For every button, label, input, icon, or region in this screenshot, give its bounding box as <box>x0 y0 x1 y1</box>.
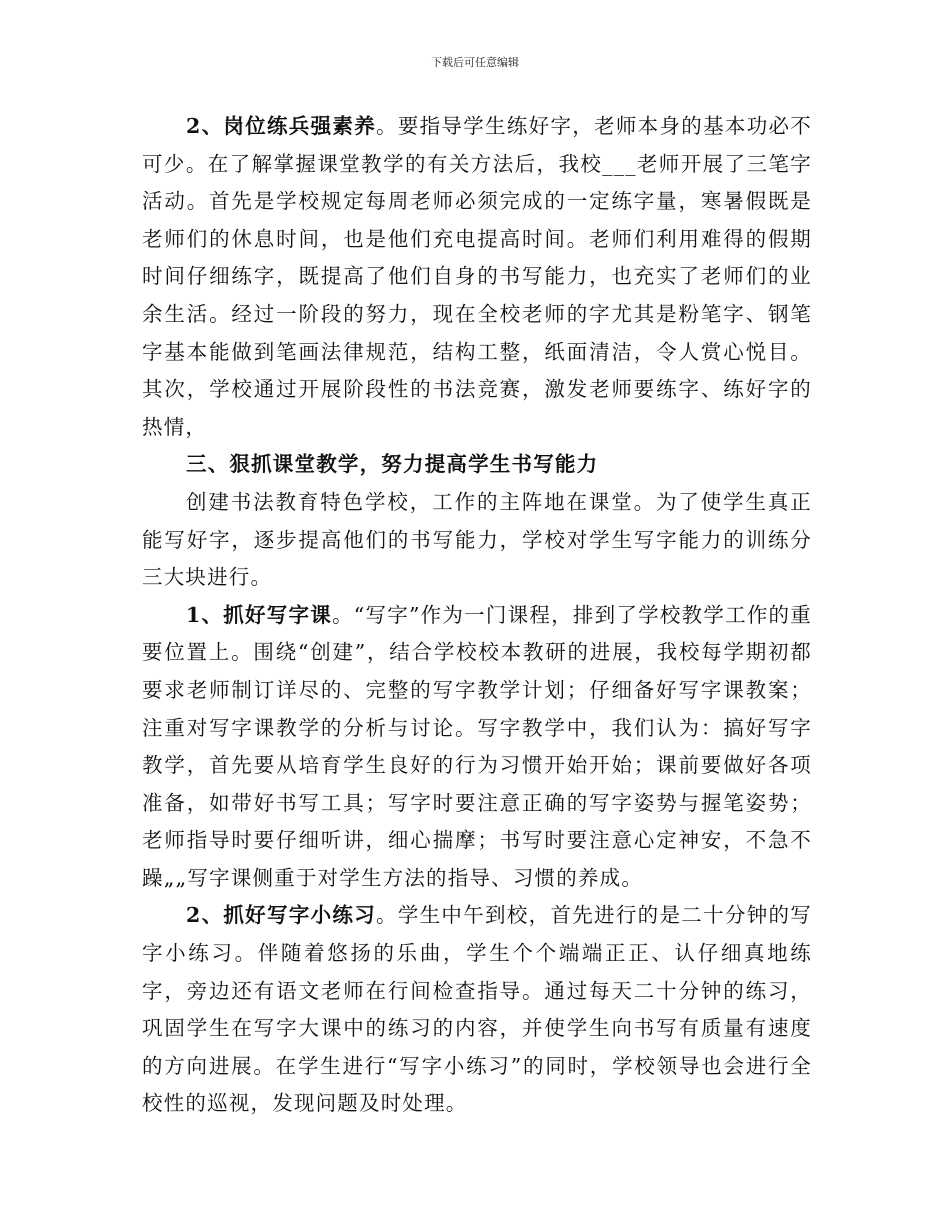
paragraph-text: 创建书法教育特色学校，工作的主阵地在课堂。为了使学生真正能写好字，逐步提高他们的书写能力，学校对学生写字能力的训练分三大块进行。 <box>142 489 812 590</box>
paragraph-text: 。“写字”作为一门课程，排到了学校教学工作的重要位置上。围绕“创建”，结合学校校本教研的进展，我校每学期初都要求老师制订详尽的、完整的写字教学计划；仔细备好写字课教案；注重对写字课教学的分析与讨论。写字教学中，我们认为：搞好写字教学，首先要从培育学生良好的行为习惯开始开始；课前要做好各项准备，如带好书写工具；写字时要注意正确的写字姿势与握笔姿势；老师指导时要仔细听讲，细心揣摩；书写时要注意心定神安，不急不躁„„写字课侧重于对学生方法的指导、习惯的养成。 <box>142 602 813 890</box>
paragraph-lead: 2、抓好写字小练习 <box>186 903 377 928</box>
paragraph-writing-class <box>142 597 812 898</box>
paragraph-post-training <box>142 108 812 446</box>
paragraph-text: 。学生中午到校，首先进行的是二十分钟的写字小练习。伴随着悠扬的乐曲，学生个个端端正正、认仔细真地练字，旁边还有语文老师在行间检查指导。通过每天二十分钟的练习，巩固学生在写字大课中的练习的内容，并使学生向书写有质量有速度的方向进展。在学生进行“写字小练习”的同时，学校领导也会进行全校性的巡视，发现问题及时处理。 <box>142 903 812 1116</box>
paragraph-intro <box>142 484 812 597</box>
paragraph-lead: 1、抓好写字课 <box>186 602 332 627</box>
paragraph-lead: 2、岗位练兵强素养 <box>186 114 377 138</box>
paragraph-text: 。要指导学生练好字，老师本身的基本功必不可少。在了解掌握课堂教学的有关方法后，我校___老师开展了三笔字活动。首先是学校规定每周老师必须完成的一定练字量，寒暑假既是老师们的休息时间，也是他们充电提高时间。老师们利用难得的假期时间仔细练字，既提高了他们自身的书写能力，也充实了老师们的业余生活。经过一阶段的努力，现在全校老师的字尤其是粉笔字、钢笔字基本能做到笔画法律规范，结构工整，纸面清洁，令人赏心悦目。其次，学校通过开展阶段性的书法竞赛，激发老师要练字、练好字的热情， <box>142 114 812 439</box>
document-body <box>142 108 812 1123</box>
page-header: 下载后可任意编辑 <box>431 56 519 69</box>
paragraph-writing-practice <box>142 897 812 1123</box>
section-heading: 三、狠抓课堂教学，努力提高学生书写能力 <box>186 452 599 477</box>
